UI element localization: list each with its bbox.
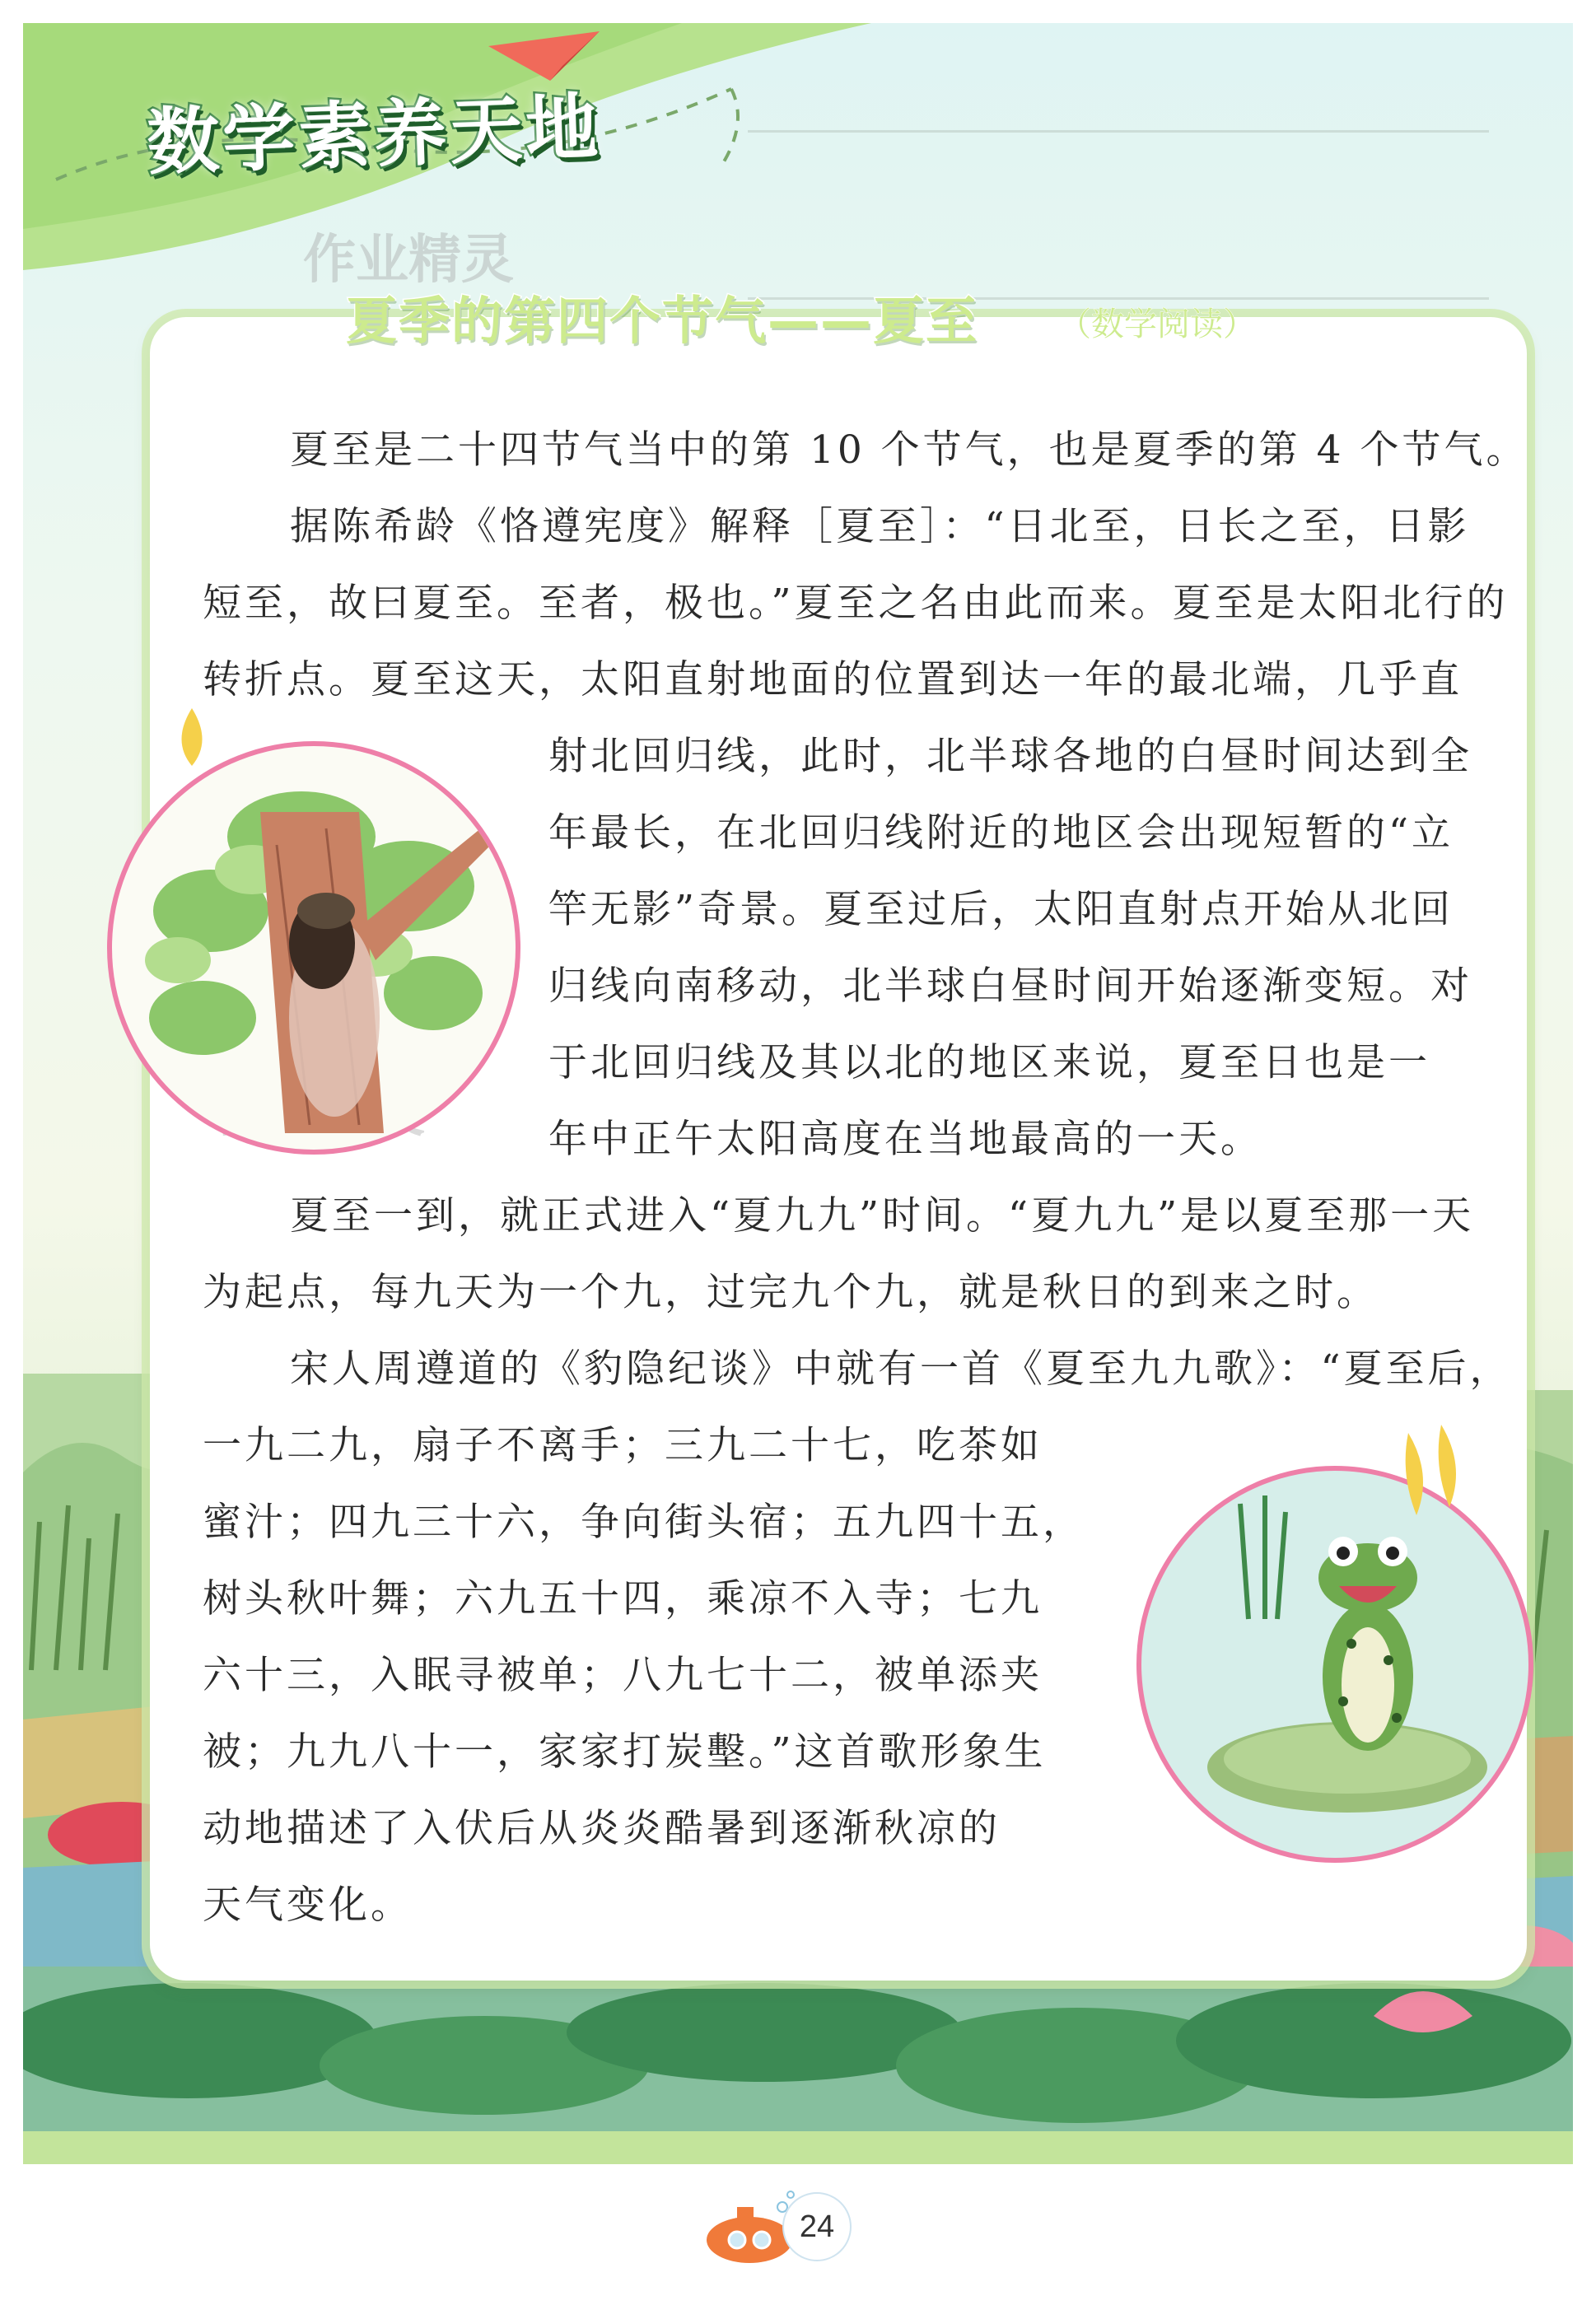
cicada-illustration bbox=[107, 741, 520, 1155]
paragraph-line: 转折点。夏至这天，太阳直射地面的位置到达一年的最北端，几乎直 bbox=[203, 657, 1463, 702]
section-title: 数学素养天地 bbox=[145, 84, 603, 185]
bottom-scenery bbox=[23, 1967, 1573, 2164]
paragraph-line: 于北回归线及其以北的地区来说，夏至日也是一 bbox=[548, 1040, 1430, 1085]
paragraph-line: 据陈希龄《恪遵宪度》解释［夏至］：“日北至，日长之至，日影 bbox=[290, 504, 1470, 549]
frog-icon bbox=[1141, 1471, 1528, 1858]
paragraph-line: 归线向南移动，北半球白昼时间开始逐渐变短。对 bbox=[548, 964, 1472, 1009]
article-title: 夏季的第四个节气——夏至 bbox=[346, 291, 979, 351]
paragraph-line: 射北回归线，此时，北半球各地的白昼时间达到全 bbox=[548, 734, 1472, 779]
paragraph-line: 为起点，每九天为一个九，过完九个九，就是秋日的到来之时。 bbox=[203, 1270, 1379, 1315]
paragraph-line: 一九二九，扇子不离手；三九二十七，吃茶如 bbox=[203, 1423, 1043, 1468]
paragraph-line: 六十三，入眠寻被单；八九七十二，被单添夹 bbox=[203, 1653, 1043, 1698]
cicada-icon bbox=[112, 746, 516, 1150]
paragraph-line: 宋人周遵道的《豹隐纪谈》中就有一首《夏至九九歌》：“夏至后， bbox=[290, 1346, 1512, 1392]
paragraph-line: 蜜汁；四九三十六，争向街头宿；五九四十五， bbox=[203, 1500, 1085, 1545]
paragraph-line: 被；九九八十一，家家打炭墼。”这首歌形象生 bbox=[203, 1729, 1047, 1775]
paragraph-line: 竿无影”奇景。夏至过后，太阳直射点开始从北回 bbox=[548, 887, 1454, 932]
paragraph-line: 短至，故曰夏至。至者，极也。”夏至之名由此而来。夏至是太阳北行的 bbox=[203, 581, 1509, 626]
background-paper bbox=[748, 130, 1489, 300]
article-subtitle: （数学阅读） bbox=[1058, 306, 1256, 343]
paragraph-line: 夏至一到，就正式进入“夏九九”时间。“夏九九”是以夏至那一天 bbox=[290, 1193, 1475, 1239]
water-drop-icon bbox=[171, 708, 212, 766]
page-number: 24 bbox=[782, 2192, 852, 2261]
paragraph-line: 年最长，在北回归线附近的地区会出现短暂的“立 bbox=[548, 810, 1454, 856]
paragraph-line: 树头秋叶舞；六九五十四，乘凉不入寺；七九 bbox=[203, 1576, 1043, 1621]
water-drop-icon bbox=[1400, 1425, 1466, 1523]
paragraph-line: 动地描述了入伏后从炎炎酷暑到逐渐秋凉的 bbox=[203, 1806, 1001, 1851]
paragraph-1: 夏至是二十四节气当中的第 10 个节气，也是夏季的第 4 个节气。 bbox=[290, 427, 1528, 473]
frog-illustration bbox=[1136, 1466, 1533, 1863]
paragraph-line: 年中正午太阳高度在当地最高的一天。 bbox=[548, 1117, 1262, 1162]
watermark-top: 作业精灵 bbox=[303, 230, 514, 291]
paragraph-line: 天气变化。 bbox=[203, 1883, 413, 1928]
